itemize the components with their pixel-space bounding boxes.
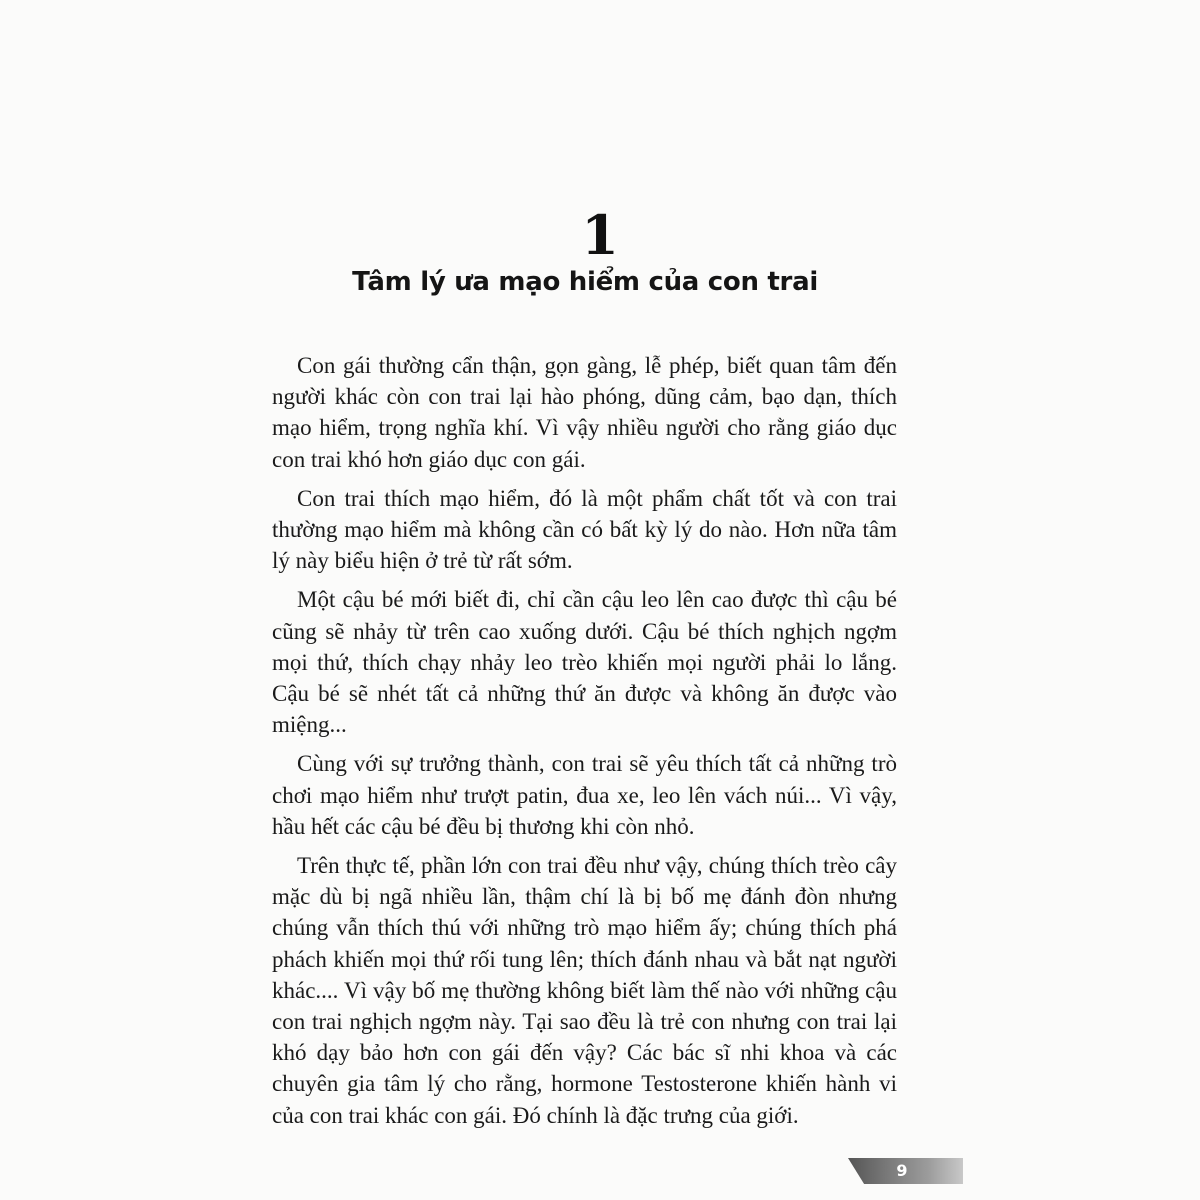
- chapter-number: 1: [581, 203, 619, 267]
- page-number: 9: [896, 1161, 908, 1180]
- chapter-title: Tâm lý ưa mạo hiểm của con trai: [352, 267, 818, 297]
- paragraph: Con trai thích mạo hiểm, đó là một phẩm chất tốt và con trai thường mạo hiểm mà không cần có bất kỳ lý do nào. Hơn nữa tâm lý này biểu hiện ở trẻ từ rất sớm.: [272, 485, 897, 574]
- paragraph: Một cậu bé mới biết đi, chỉ cần cậu leo lên cao được thì cậu bé cũng sẽ nhảy từ trên cao xuống dưới. Cậu bé thích nghịch ngợm mọi thứ, thích chạy nhảy leo trèo khiến mọi người phải lo lắng. Cậu bé sẽ nhét tất cả những thứ ăn được và không ăn được vào miệng...: [272, 587, 897, 738]
- paragraph: Trên thực tế, phần lớn con trai đều như vậy, chúng thích trèo cây mặc dù bị ngã nhiều lần, thậm chí là bị bố mẹ đánh đòn nhưng chúng vẫn thích thú với những trò mạo hiểm ấy; chúng thích phá phách khiến mọi thứ rối tung lên; thích đánh nhau và bắt nạt người khác.... Vì vậy bố mẹ thường không biết làm thế nào với những cậu con trai nghịch ngợm này. Tại sao đều là trẻ con nhưng con trai lại khó dạy bảo hơn con gái đến vậy? Các bác sĩ nhi khoa và các chuyên gia tâm lý cho rằng, hormone Testosterone khiến hành vi của con trai khác con gái. Đó chính là đặc trưng của giới.: [272, 853, 897, 1128]
- paragraph: Cùng với sự trưởng thành, con trai sẽ yêu thích tất cả những trò chơi mạo hiểm như trượt patin, đua xe, leo lên vách núi... Vì vậy, hầu hết các cậu bé đều bị thương khi còn nhỏ.: [272, 751, 897, 839]
- body-text: [272, 350, 897, 1139]
- paragraph: Con gái thường cẩn thận, gọn gàng, lễ phép, biết quan tâm đến người khác còn con trai lại hào phóng, dũng cảm, bạo dạn, thích mạo hiểm, trọng nghĩa khí. Vì vậy nhiều người cho rằng giáo dục con trai khó hơn giáo dục con gái.: [272, 353, 897, 472]
